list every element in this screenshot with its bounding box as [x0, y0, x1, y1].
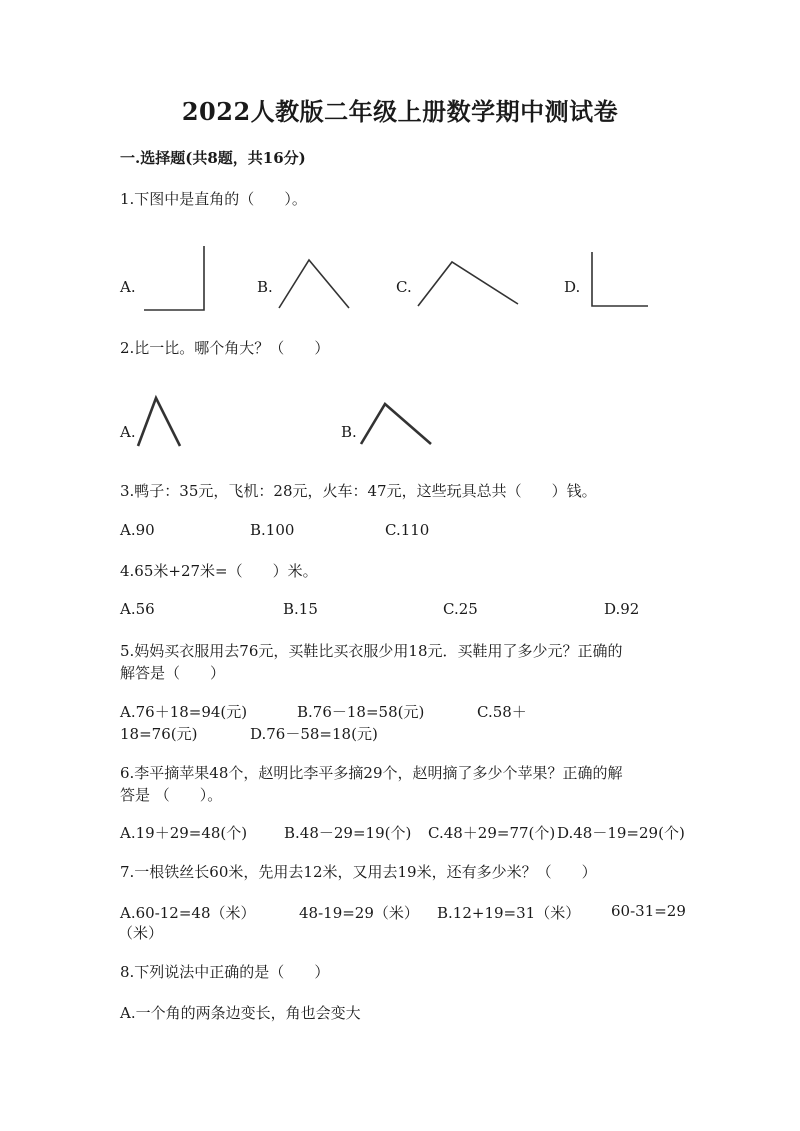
question-6-stem-line-2: 答是 （ ）。: [120, 786, 223, 804]
q1-figure-c-angle: [414, 258, 524, 310]
q2-figure-a-angle: [134, 394, 186, 450]
q4-option-d: D.92: [604, 600, 640, 618]
q5-option-c-part-1: C.58＋: [477, 703, 527, 721]
q4-option-c: C.25: [443, 600, 478, 618]
q2-figure-b-angle: [357, 400, 435, 448]
q1-figure-b-angle: [275, 256, 355, 312]
q6-option-d: D.48－19=29(个): [557, 824, 685, 842]
q5-option-b: B.76－18=58(元): [297, 703, 425, 721]
q6-option-b: B.48－29=19(个): [284, 824, 412, 842]
q6-option-c: C.48＋29=77(个): [428, 824, 556, 842]
question-1-stem: 1.下图中是直角的（ ）。: [120, 190, 307, 208]
q6-option-a: A.19＋29=48(个): [120, 824, 248, 842]
question-3-stem: 3.鸭子：35元，飞机：28元，火车：47元，这些玩具总共（ ）钱。: [120, 482, 597, 500]
q8-option-a: A.一个角的两条边变长，角也会变大: [120, 1004, 361, 1022]
question-7-stem: 7.一根铁丝长60米，先用去12米，又用去19米，还有多少米？（ ）: [120, 863, 597, 881]
q4-option-a: A.56: [120, 600, 155, 618]
page-title: 2022人教版二年级上册数学期中测试卷: [181, 97, 619, 126]
q3-option-c: C.110: [385, 521, 430, 539]
section-heading: 一.选择题(共8题，共16分): [120, 149, 306, 167]
question-8-stem: 8.下列说法中正确的是（ ）: [120, 963, 330, 981]
q3-option-a: A.90: [120, 521, 155, 539]
q2-option-a: A.: [120, 423, 136, 441]
q5-option-c-part-2: 18=76(元): [120, 725, 198, 743]
q4-option-b: B.15: [283, 600, 318, 618]
question-2-stem: 2.比一比。哪个角大？（ ）: [120, 339, 330, 357]
q7-option-b-part-2: 60-31=29: [611, 902, 686, 920]
q5-option-d: D.76－58=18(元): [250, 725, 378, 743]
q7-option-a-part-1: A.60-12=48（米）: [120, 904, 256, 922]
q1-figure-a-right-angle: [140, 244, 210, 314]
q2-option-b: B.: [341, 423, 357, 441]
q1-option-d: D.: [564, 278, 581, 296]
q1-option-a: A.: [120, 278, 136, 296]
q7-option-b-part-3: （米）: [118, 924, 164, 942]
q7-option-b-part-1: B.12+19=31（米）: [437, 904, 581, 922]
q3-option-b: B.100: [250, 521, 295, 539]
question-5-stem-line-1: 5.妈妈买衣服用去76元，买鞋比买衣服少用18元．买鞋用了多少元？正确的: [120, 642, 623, 660]
q1-option-b: B.: [257, 278, 273, 296]
question-5-stem-line-2: 解答是（ ）: [120, 664, 226, 682]
q7-option-a-part-2: 48-19=29（米）: [299, 904, 419, 922]
q5-option-a: A.76＋18=94(元): [120, 703, 248, 721]
q1-figure-d-angle: [586, 250, 656, 312]
question-4-stem: 4.65米+27米=（ ）米。: [120, 562, 318, 580]
question-6-stem-line-1: 6.李平摘苹果48个，赵明比李平多摘29个，赵明摘了多少个苹果？正确的解: [120, 764, 623, 782]
q1-option-c: C.: [396, 278, 412, 296]
